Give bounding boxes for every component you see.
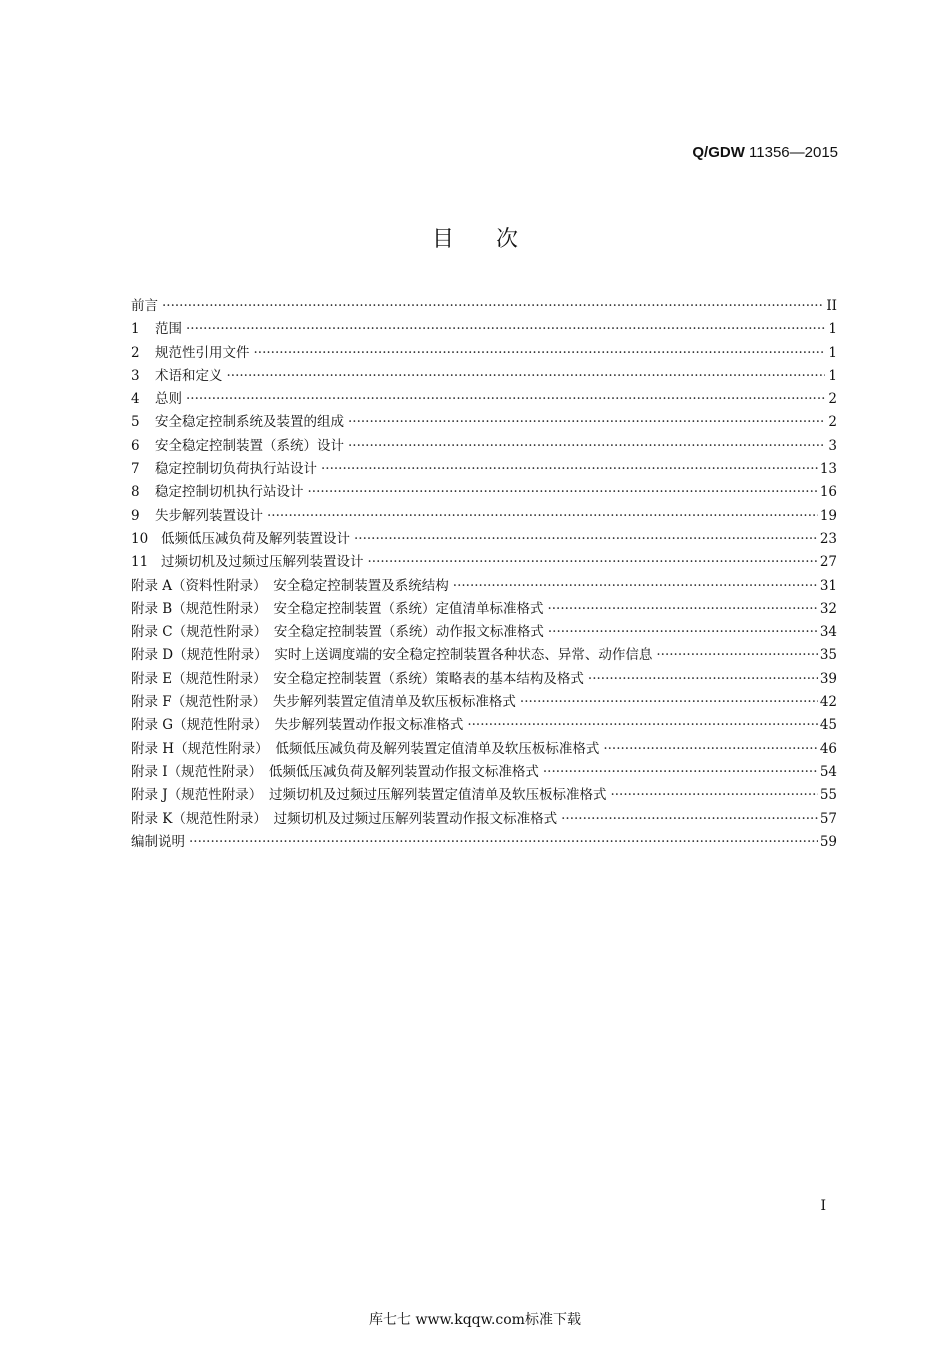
- toc-leader-dots: [561, 808, 818, 831]
- toc-entry-label: 附录 I（规范性附录） 低频低压减负荷及解列装置动作报文标准格式: [131, 763, 539, 780]
- toc-leader-dots: [267, 505, 818, 528]
- toc-entry-label: 术语和定义: [155, 367, 223, 384]
- toc-leader-dots: [610, 784, 817, 807]
- standard-prefix: Q/GDW: [692, 144, 745, 161]
- toc-entry-page: 32: [819, 600, 837, 617]
- toc-entry[interactable]: [131, 365, 837, 388]
- toc-entry[interactable]: [131, 505, 837, 528]
- toc-entry[interactable]: [131, 714, 837, 737]
- toc-entry-label: 稳定控制切负荷执行站设计: [155, 461, 317, 478]
- toc-entry-number: 7: [131, 461, 140, 478]
- toc-leader-dots: [588, 668, 818, 691]
- toc-entry-page: 59: [819, 833, 837, 850]
- toc-entry-label: 范围: [155, 321, 182, 338]
- toc-entry-label: 附录 K（规范性附录） 过频切机及过频过压解列装置动作报文标准格式: [131, 810, 558, 827]
- toc-entry-page: 3: [828, 437, 837, 454]
- toc-entry-page: 1: [828, 321, 837, 338]
- toc-entry-page: 2: [828, 414, 837, 431]
- toc-leader-dots: [227, 365, 826, 388]
- toc-entry-label: 失步解列装置设计: [155, 507, 263, 524]
- toc-entry-label: 附录 G（规范性附录） 失步解列装置动作报文标准格式: [131, 717, 464, 734]
- toc-entry[interactable]: [131, 481, 837, 504]
- toc-entry[interactable]: [131, 295, 837, 318]
- toc-leader-dots: [162, 295, 824, 318]
- toc-entry-page: 42: [819, 694, 837, 711]
- toc-entry[interactable]: [131, 598, 837, 621]
- toc-entry[interactable]: [131, 761, 837, 784]
- toc-entry-label: 过频切机及过频过压解列装置设计: [161, 554, 364, 571]
- page-title: 目次: [431, 227, 560, 252]
- toc-entry[interactable]: [131, 528, 837, 551]
- toc-entry-label: 附录 A（资料性附录） 安全稳定控制装置及系统结构: [131, 577, 449, 594]
- toc-entry[interactable]: [131, 411, 837, 434]
- toc-entry-label: 编制说明: [131, 833, 185, 850]
- toc-entry-page: 16: [819, 484, 837, 501]
- toc-entry[interactable]: [131, 668, 837, 691]
- toc-entry-page: 54: [819, 763, 837, 780]
- toc-entry-page: 19: [819, 507, 837, 524]
- table-of-contents: [131, 295, 837, 854]
- toc-entry-number: 4: [131, 391, 140, 408]
- toc-leader-dots: [308, 481, 818, 504]
- toc-entry-label: 附录 C（规范性附录） 安全稳定控制装置（系统）动作报文标准格式: [131, 624, 544, 641]
- toc-entry-number: 5: [131, 414, 140, 431]
- toc-entry-page: 35: [819, 647, 837, 664]
- toc-entry-label: 低频低压减负荷及解列装置设计: [161, 530, 350, 547]
- toc-entry[interactable]: [131, 551, 837, 574]
- toc-entry-page: 27: [819, 554, 837, 571]
- toc-leader-dots: [548, 621, 818, 644]
- toc-entry-label: 附录 E（规范性附录） 安全稳定控制装置（系统）策略表的基本结构及格式: [131, 670, 584, 687]
- toc-entry-label: 附录 D（规范性附录） 实时上送调度端的安全稳定控制装置各种状态、异常、动作信息: [131, 647, 653, 664]
- standard-code: [692, 144, 838, 161]
- toc-entry-label: 安全稳定控制装置（系统）设计: [155, 437, 344, 454]
- toc-entry-page: 13: [819, 461, 837, 478]
- toc-leader-dots: [321, 458, 818, 481]
- toc-leader-dots: [603, 738, 817, 761]
- toc-leader-dots: [368, 551, 818, 574]
- toc-entry[interactable]: [131, 435, 837, 458]
- toc-entry-number: 8: [131, 484, 140, 501]
- toc-leader-dots: [189, 831, 818, 854]
- toc-entry-number: 9: [131, 507, 140, 524]
- toc-leader-dots: [354, 528, 818, 551]
- toc-leader-dots: [186, 388, 825, 411]
- toc-entry-page: 31: [819, 577, 837, 594]
- toc-entry-page: 45: [819, 717, 837, 734]
- toc-leader-dots: [186, 318, 825, 341]
- toc-leader-dots: [348, 411, 825, 434]
- toc-entry-page: 39: [819, 670, 837, 687]
- toc-entry-number: 6: [131, 437, 140, 454]
- toc-entry-page: 46: [819, 740, 837, 757]
- toc-entry[interactable]: [131, 621, 837, 644]
- toc-entry-page: 55: [819, 787, 837, 804]
- toc-leader-dots: [254, 342, 826, 365]
- toc-entry[interactable]: [131, 691, 837, 714]
- toc-entry-page: II: [826, 298, 837, 314]
- toc-entry-label: 附录 J（规范性附录） 过频切机及过频过压解列装置定值清单及软压板标准格式: [131, 787, 607, 804]
- toc-entry-number: 3: [131, 367, 140, 384]
- toc-entry-page: 23: [819, 530, 837, 547]
- toc-entry-label: 附录 B（规范性附录） 安全稳定控制装置（系统）定值清单标准格式: [131, 600, 544, 617]
- toc-entry[interactable]: [131, 342, 837, 365]
- toc-entry-number: 11: [131, 554, 149, 571]
- toc-entry-page: 57: [819, 810, 837, 827]
- toc-entry-label: 安全稳定控制系统及装置的组成: [155, 414, 344, 431]
- toc-leader-dots: [543, 761, 818, 784]
- toc-leader-dots: [453, 575, 818, 598]
- toc-entry[interactable]: [131, 784, 837, 807]
- toc-entry[interactable]: [131, 458, 837, 481]
- toc-entry-label: 前言: [131, 298, 158, 314]
- toc-entry-number: 2: [131, 344, 140, 361]
- toc-entry-label: 附录 F（规范性附录） 失步解列装置定值清单及软压板标准格式: [131, 694, 516, 711]
- toc-entry-page: 2: [828, 391, 837, 408]
- toc-entry[interactable]: [131, 808, 837, 831]
- toc-entry-number: 10: [131, 530, 149, 547]
- toc-leader-dots: [656, 644, 817, 667]
- toc-entry-label: 稳定控制切机执行站设计: [155, 484, 304, 501]
- footer-watermark: 库七七 www.kqqw.com标准下载: [369, 1312, 581, 1328]
- standard-number: 11356—2015: [749, 144, 838, 161]
- toc-leader-dots: [467, 714, 817, 737]
- toc-entry[interactable]: [131, 644, 837, 667]
- toc-entry-label: 总则: [155, 391, 182, 408]
- toc-leader-dots: [520, 691, 818, 714]
- toc-entry-page: 1: [828, 367, 837, 384]
- toc-entry-number: 1: [131, 321, 140, 338]
- toc-entry-label: 附录 H（规范性附录） 低频低压减负荷及解列装置定值清单及软压板标准格式: [131, 740, 600, 757]
- toc-leader-dots: [348, 435, 825, 458]
- toc-entry-page: 1: [828, 344, 837, 361]
- toc-entry[interactable]: [131, 318, 837, 341]
- page-number: I: [820, 1198, 826, 1214]
- toc-entry-label: 规范性引用文件: [155, 344, 250, 361]
- toc-entry[interactable]: [131, 388, 837, 411]
- toc-leader-dots: [547, 598, 817, 621]
- toc-entry[interactable]: [131, 575, 837, 598]
- toc-entry[interactable]: [131, 738, 837, 761]
- toc-entry[interactable]: [131, 831, 837, 854]
- toc-entry-page: 34: [819, 624, 837, 641]
